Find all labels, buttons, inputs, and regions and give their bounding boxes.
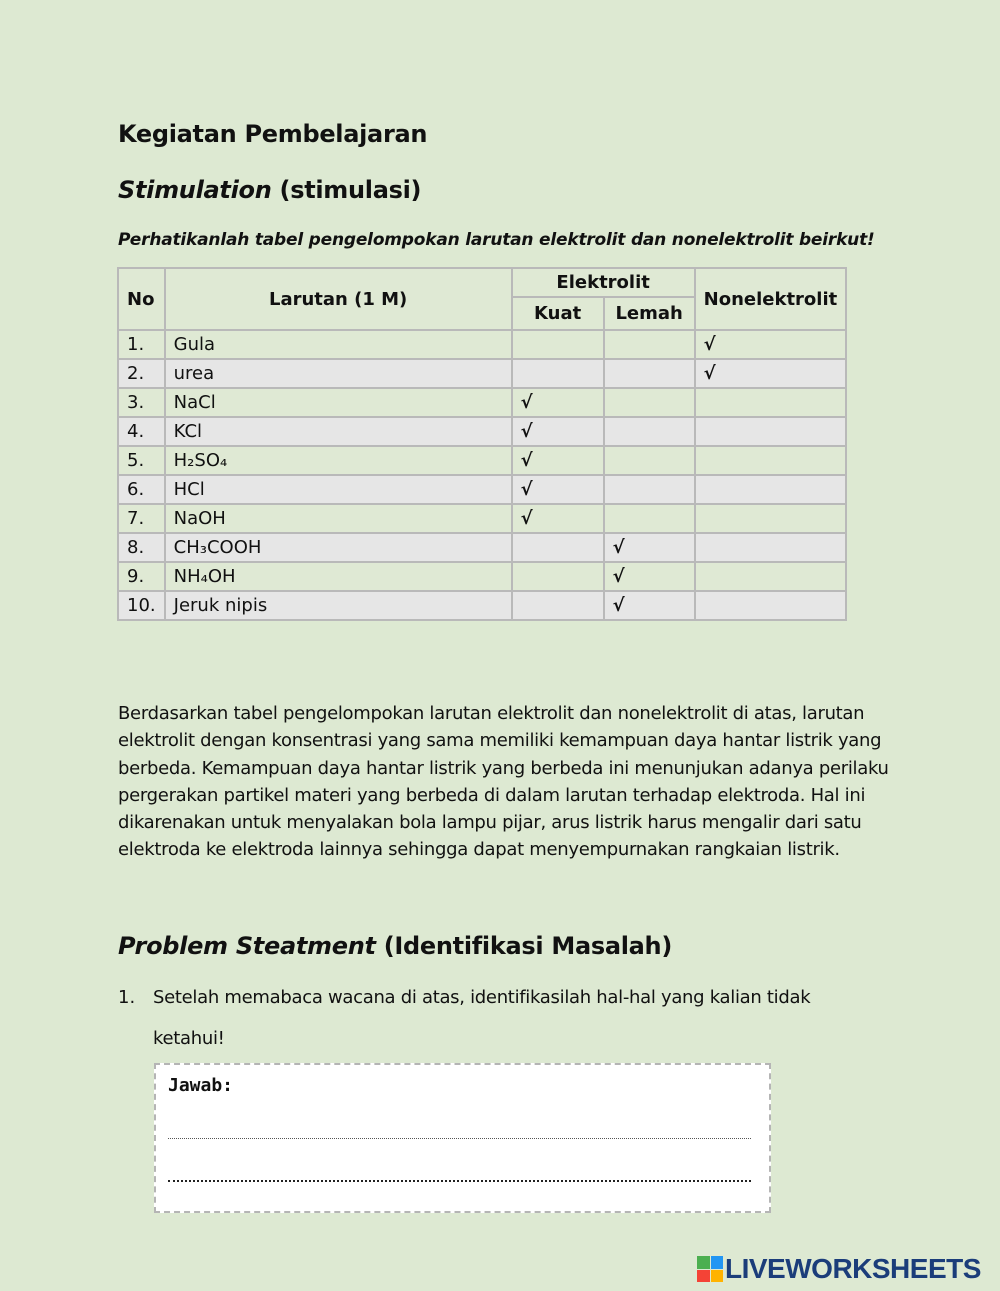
row-name: Jeruk nipis (165, 591, 512, 620)
table-row (118, 446, 846, 475)
row-kuat (512, 359, 604, 388)
row-kuat (512, 562, 604, 591)
row-non (695, 562, 847, 591)
question-number: 1. (118, 987, 136, 1008)
table-row (118, 388, 846, 417)
explanation-paragraph: Berdasarkan tabel pengelompokan larutan elektrolit dan nonelektrolit di atas, larutan elektrolit dengan konsentrasi yang sama memiliki kemampuan daya hantar listrik yang berbeda. Kemampuan daya hantar listrik yang berbeda ini menunjukan adanya perilaku pergerakan partikel materi yang berbeda di dalam larutan terhadap elektroda. Hal ini dikarenakan untuk menyalakan bola lampu pijar, arus listrik harus mengalir dari satu elektroda ke elektroda lainnya sehingga dapat menyempurnakan rangkaian listrik. (118, 703, 889, 861)
answer-line (168, 1138, 751, 1139)
row-no: 6. (118, 475, 165, 504)
row-lemah: √ (604, 562, 695, 591)
row-name: NH₄OH (165, 562, 512, 591)
row-non: √ (695, 359, 847, 388)
row-no: 1. (118, 330, 165, 359)
row-name: NaOH (165, 504, 512, 533)
table-intro: Perhatikanlah tabel pengelompokan larutan elektrolit dan nonelektrolit beirkut! (118, 230, 875, 250)
stimulation-heading-rest: (stimulasi) (271, 176, 422, 204)
row-name: urea (165, 359, 512, 388)
table-row (118, 417, 846, 446)
answer-label: Jawab: (168, 1075, 234, 1096)
question-text-line2: ketahui! (153, 1028, 225, 1049)
row-no: 5. (118, 446, 165, 475)
row-name: H₂SO₄ (165, 446, 512, 475)
row-non (695, 475, 847, 504)
row-name: NaCl (165, 388, 512, 417)
row-lemah: √ (604, 533, 695, 562)
header-larutan: Larutan (1 M) (165, 268, 512, 330)
problem-heading-italic: Problem Steatment (118, 932, 376, 960)
row-kuat: √ (512, 417, 604, 446)
stimulation-heading (118, 176, 421, 204)
section-title: Kegiatan Pembelajaran (118, 120, 428, 148)
row-kuat: √ (512, 388, 604, 417)
row-lemah (604, 446, 695, 475)
table-row (118, 359, 846, 388)
row-non (695, 591, 847, 620)
row-lemah (604, 330, 695, 359)
row-name: HCl (165, 475, 512, 504)
table-row (118, 591, 846, 620)
row-non (695, 533, 847, 562)
table-row (118, 330, 846, 359)
row-name: CH₃COOH (165, 533, 512, 562)
answer-line (168, 1180, 751, 1182)
row-no: 3. (118, 388, 165, 417)
row-kuat: √ (512, 475, 604, 504)
row-kuat (512, 533, 604, 562)
header-no: No (118, 268, 165, 330)
header-lemah: Lemah (604, 297, 695, 330)
header-nonelektrolit: Nonelektrolit (695, 268, 847, 330)
row-lemah (604, 504, 695, 533)
row-non (695, 504, 847, 533)
header-kuat: Kuat (512, 297, 604, 330)
table-row (118, 504, 846, 533)
liveworksheets-brand (697, 1254, 981, 1284)
header-elektrolit: Elektrolit (512, 268, 695, 297)
row-non (695, 417, 847, 446)
problem-heading-rest: (Identifikasi Masalah) (375, 932, 672, 960)
row-lemah (604, 475, 695, 504)
liveworksheets-logo-icon (697, 1256, 723, 1282)
brand-text: LIVEWORKSHEETS (725, 1253, 981, 1284)
table-row (118, 562, 846, 591)
row-no: 4. (118, 417, 165, 446)
row-non (695, 446, 847, 475)
table-row (118, 533, 846, 562)
row-non (695, 388, 847, 417)
row-kuat: √ (512, 504, 604, 533)
problem-heading (118, 932, 672, 960)
row-lemah (604, 388, 695, 417)
row-lemah: √ (604, 591, 695, 620)
row-lemah (604, 417, 695, 446)
row-no: 2. (118, 359, 165, 388)
row-kuat: √ (512, 446, 604, 475)
row-no: 10. (118, 591, 165, 620)
row-no: 8. (118, 533, 165, 562)
answer-textbox[interactable] (154, 1063, 771, 1213)
question-text-line1: Setelah memabaca wacana di atas, identifikasilah hal-hal yang kalian tidak (153, 987, 811, 1008)
row-lemah (604, 359, 695, 388)
row-non: √ (695, 330, 847, 359)
electrolyte-table (117, 267, 847, 621)
row-no: 9. (118, 562, 165, 591)
row-kuat (512, 591, 604, 620)
row-name: Gula (165, 330, 512, 359)
row-name: KCl (165, 417, 512, 446)
table-row (118, 475, 846, 504)
row-kuat (512, 330, 604, 359)
stimulation-heading-italic: Stimulation (118, 176, 272, 204)
row-no: 7. (118, 504, 165, 533)
